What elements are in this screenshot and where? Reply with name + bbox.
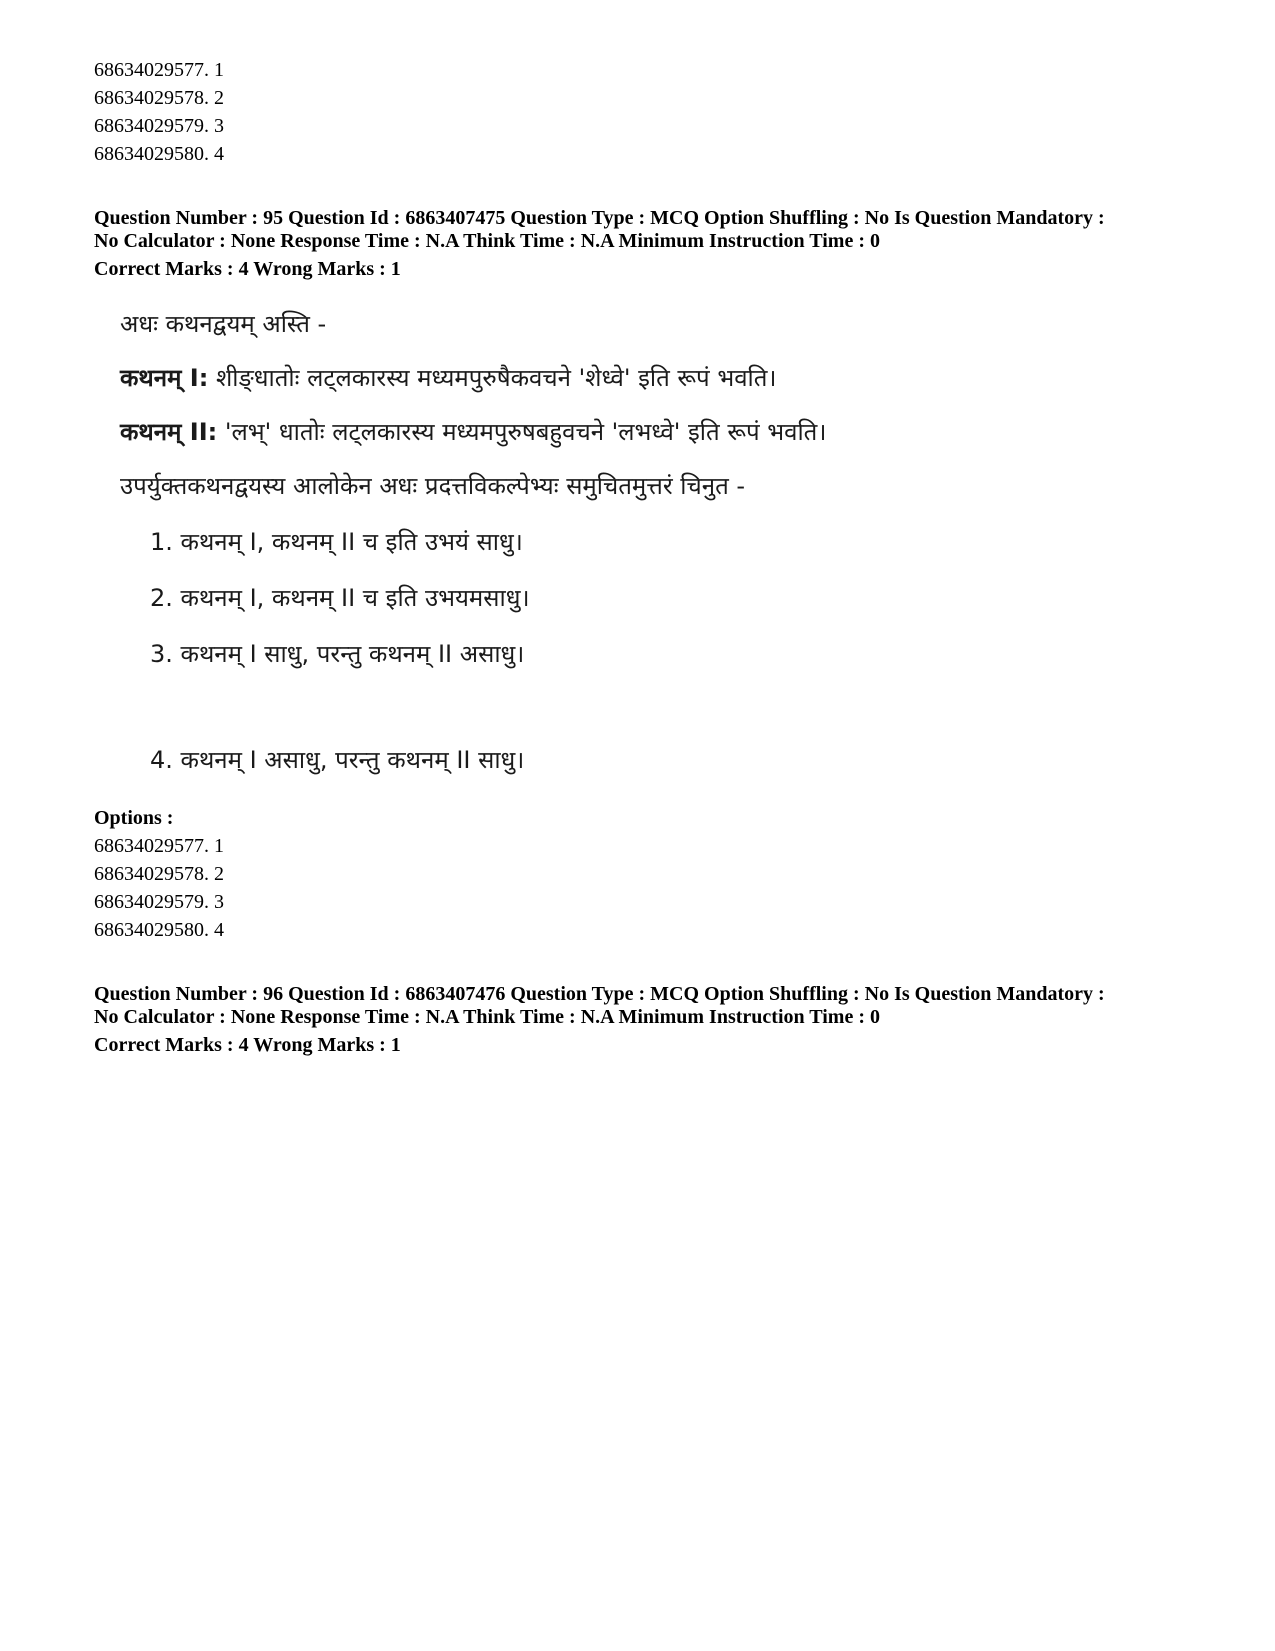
- q96-header-line1: Question Number : 96 Question Id : 6863407476 Question Type : MCQ Option Shuffling : No Is Question Mandatory :: [94, 983, 1105, 1005]
- prev-option-2: 68634029578. 2: [94, 87, 224, 109]
- q95-statement-2-text: 'लभ्' धातोः लट्लकारस्य मध्यमपुरुषबहुवचने 'लभध्वे' इति रूपं भवति।: [217, 418, 827, 446]
- q95-statement-1: [120, 362, 777, 394]
- q95-option-3: 68634029579. 3: [94, 891, 224, 913]
- q95-choice-1: 1. कथनम् I, कथनम् II च इति उभयं साधु।: [150, 528, 523, 556]
- q95-intro: अधः कथनद्वयम् अस्ति -: [120, 310, 327, 338]
- q95-option-4: 68634029580. 4: [94, 919, 224, 941]
- q95-header-line1: Question Number : 95 Question Id : 6863407475 Question Type : MCQ Option Shuffling : No Is Question Mandatory :: [94, 207, 1105, 229]
- q95-choice-3: 3. कथनम् I साधु, परन्तु कथनम् II असाधु।: [150, 640, 525, 668]
- q95-option-1: 68634029577. 1: [94, 835, 224, 857]
- q95-choice-4: 4. कथनम् I असाधु, परन्तु कथनम् II साधु।: [150, 746, 525, 774]
- q95-instruction: उपर्युक्तकथनद्वयस्य आलोकेन अधः प्रदत्तविकल्पेभ्यः समुचितमुत्तरं चिनुत -: [120, 472, 746, 500]
- q95-choice-2: 2. कथनम् I, कथनम् II च इति उभयमसाधु।: [150, 584, 530, 612]
- q95-marks: Correct Marks : 4 Wrong Marks : 1: [94, 258, 401, 280]
- q95-option-2: 68634029578. 2: [94, 863, 224, 885]
- q96-header-line2: No Calculator : None Response Time : N.A Think Time : N.A Minimum Instruction Time : 0: [94, 1006, 880, 1028]
- q95-header-line2: No Calculator : None Response Time : N.A Think Time : N.A Minimum Instruction Time : 0: [94, 230, 880, 252]
- prev-option-1: 68634029577. 1: [94, 59, 224, 81]
- prev-option-3: 68634029579. 3: [94, 115, 224, 137]
- q95-statement-1-label: कथनम् I:: [120, 364, 209, 392]
- prev-option-4: 68634029580. 4: [94, 143, 224, 165]
- q95-statement-2: [120, 416, 826, 448]
- q95-statement-2-label: कथनम् II:: [120, 418, 218, 446]
- q96-marks: Correct Marks : 4 Wrong Marks : 1: [94, 1034, 401, 1056]
- q95-statement-1-text: शीङ्धातोः लट्लकारस्य मध्यमपुरुषैकवचने 'शेध्वे' इति रूपं भवति।: [208, 364, 777, 392]
- q95-options-label: Options :: [94, 807, 174, 829]
